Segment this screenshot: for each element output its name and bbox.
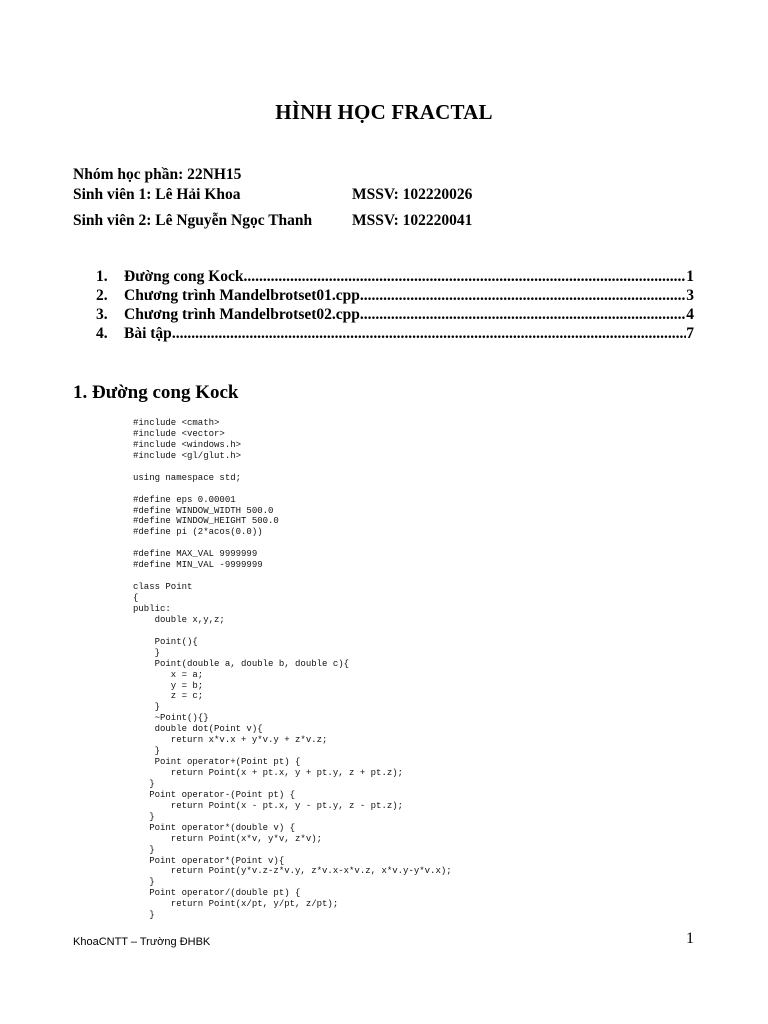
code-line: Point(double a, double b, double c){ <box>133 658 350 669</box>
toc-entry-title: Chương trình Mandelbrotset02.cpp <box>124 306 360 323</box>
section-heading: 1. Đường cong Kock <box>73 382 239 403</box>
code-line: return Point(x + pt.x, y + pt.y, z + pt.z); <box>133 768 404 778</box>
code-line: y = b; <box>133 680 204 691</box>
code-line <box>133 462 452 473</box>
code-line: Point operator+(Point pt) { <box>133 757 301 768</box>
code-line: } <box>133 647 161 658</box>
toc-entry-number: 3. <box>96 306 108 323</box>
code-line: return Point(x*v, y*v, z*v); <box>133 833 323 844</box>
toc-entry-title: Đường cong Kock <box>124 268 244 285</box>
code-line: public: <box>133 603 171 614</box>
code-line: } <box>133 844 155 855</box>
code-line: Point(){ <box>133 636 198 647</box>
code-line: class Point <box>133 582 193 593</box>
document-title: HÌNH HỌC FRACTAL <box>275 100 493 124</box>
code-line: Point operator*(Point v){ <box>133 855 285 866</box>
code-line: } <box>133 778 155 789</box>
code-line: } <box>133 877 155 888</box>
student2-line <box>73 212 473 230</box>
toc-entry[interactable] <box>96 325 694 343</box>
group-label: Nhóm học phần: 22NH15 <box>73 166 242 183</box>
student2-id: MSSV: 102220041 <box>352 212 473 229</box>
code-line <box>133 484 452 495</box>
code-line: #define eps 0.00001 <box>133 494 236 505</box>
toc-entry[interactable] <box>96 287 694 305</box>
code-line: ~Point(){} <box>133 713 209 724</box>
code-line: return x*v.x + y*v.y + z*v.z; <box>133 735 328 746</box>
code-line: } <box>133 811 155 822</box>
code-line: using namespace std; <box>133 472 242 483</box>
toc-leader-dots <box>244 268 687 286</box>
toc-entry[interactable] <box>96 268 694 286</box>
code-line: z = c; <box>133 691 204 702</box>
student2-name: Sinh viên 2: Lê Nguyễn Ngọc Thanh <box>73 212 313 229</box>
code-line: #include <windows.h> <box>133 439 242 450</box>
code-line <box>133 538 452 549</box>
toc-entry-number: 2. <box>96 287 108 304</box>
toc-leader-dots <box>360 287 686 305</box>
toc-entry-page: 1 <box>686 268 694 285</box>
toc-leader-dots <box>360 306 686 324</box>
code-line: #define WINDOW_WIDTH 500.0 <box>133 505 274 516</box>
code-line: #define MIN_VAL -9999999 <box>133 560 263 571</box>
code-line: Point operator-(Point pt) { <box>133 789 296 800</box>
code-line <box>133 626 452 637</box>
code-line: double dot(Point v){ <box>133 724 263 735</box>
code-line: return Point(x/pt, y/pt, z/pt); <box>133 899 339 910</box>
toc-entry-title: Bài tập <box>124 325 172 342</box>
toc-leader-dots <box>172 325 686 343</box>
toc-entry-number: 4. <box>96 325 108 342</box>
code-line: { <box>133 593 139 603</box>
code-line: #define MAX_VAL 9999999 <box>133 549 258 560</box>
student1-id: MSSV: 102220026 <box>352 186 473 203</box>
code-line: #define WINDOW_HEIGHT 500.0 <box>133 516 279 527</box>
code-line: } <box>133 746 161 757</box>
code-line: } <box>133 910 155 921</box>
toc-entry-page: 7 <box>686 325 694 342</box>
student1-line <box>73 186 473 204</box>
code-line: Point operator*(double v) { <box>133 822 296 833</box>
toc-entry-number: 1. <box>96 268 108 285</box>
group-line <box>73 166 241 184</box>
code-line: Point operator/(double pt) { <box>133 888 301 899</box>
code-line: double x,y,z; <box>133 614 225 625</box>
toc-entry-page: 4 <box>686 306 694 323</box>
page-number: 1 <box>686 930 694 947</box>
footer-label: KhoaCNTT – Trường ĐHBK <box>73 936 211 948</box>
code-line: #define pi (2*acos(0.0)) <box>133 527 263 538</box>
code-line: } <box>133 702 161 713</box>
code-line: #include <cmath> <box>133 418 220 428</box>
toc-entry-title: Chương trình Mandelbrotset01.cpp <box>124 287 360 304</box>
code-line: #include <gl/glut.h> <box>133 450 242 461</box>
toc-entry-page: 3 <box>686 287 694 304</box>
code-line: x = a; <box>133 669 204 680</box>
code-line <box>133 571 452 582</box>
student1-name: Sinh viên 1: Lê Hải Khoa <box>73 186 241 203</box>
code-line: #include <vector> <box>133 428 225 439</box>
code-line: return Point(y*v.z-z*v.y, z*v.x-x*v.z, x*v.y-y*v.x); <box>133 866 452 877</box>
code-line: return Point(x - pt.x, y - pt.y, z - pt.z); <box>133 800 404 811</box>
toc-entry[interactable] <box>96 306 694 324</box>
code-listing <box>133 418 452 921</box>
